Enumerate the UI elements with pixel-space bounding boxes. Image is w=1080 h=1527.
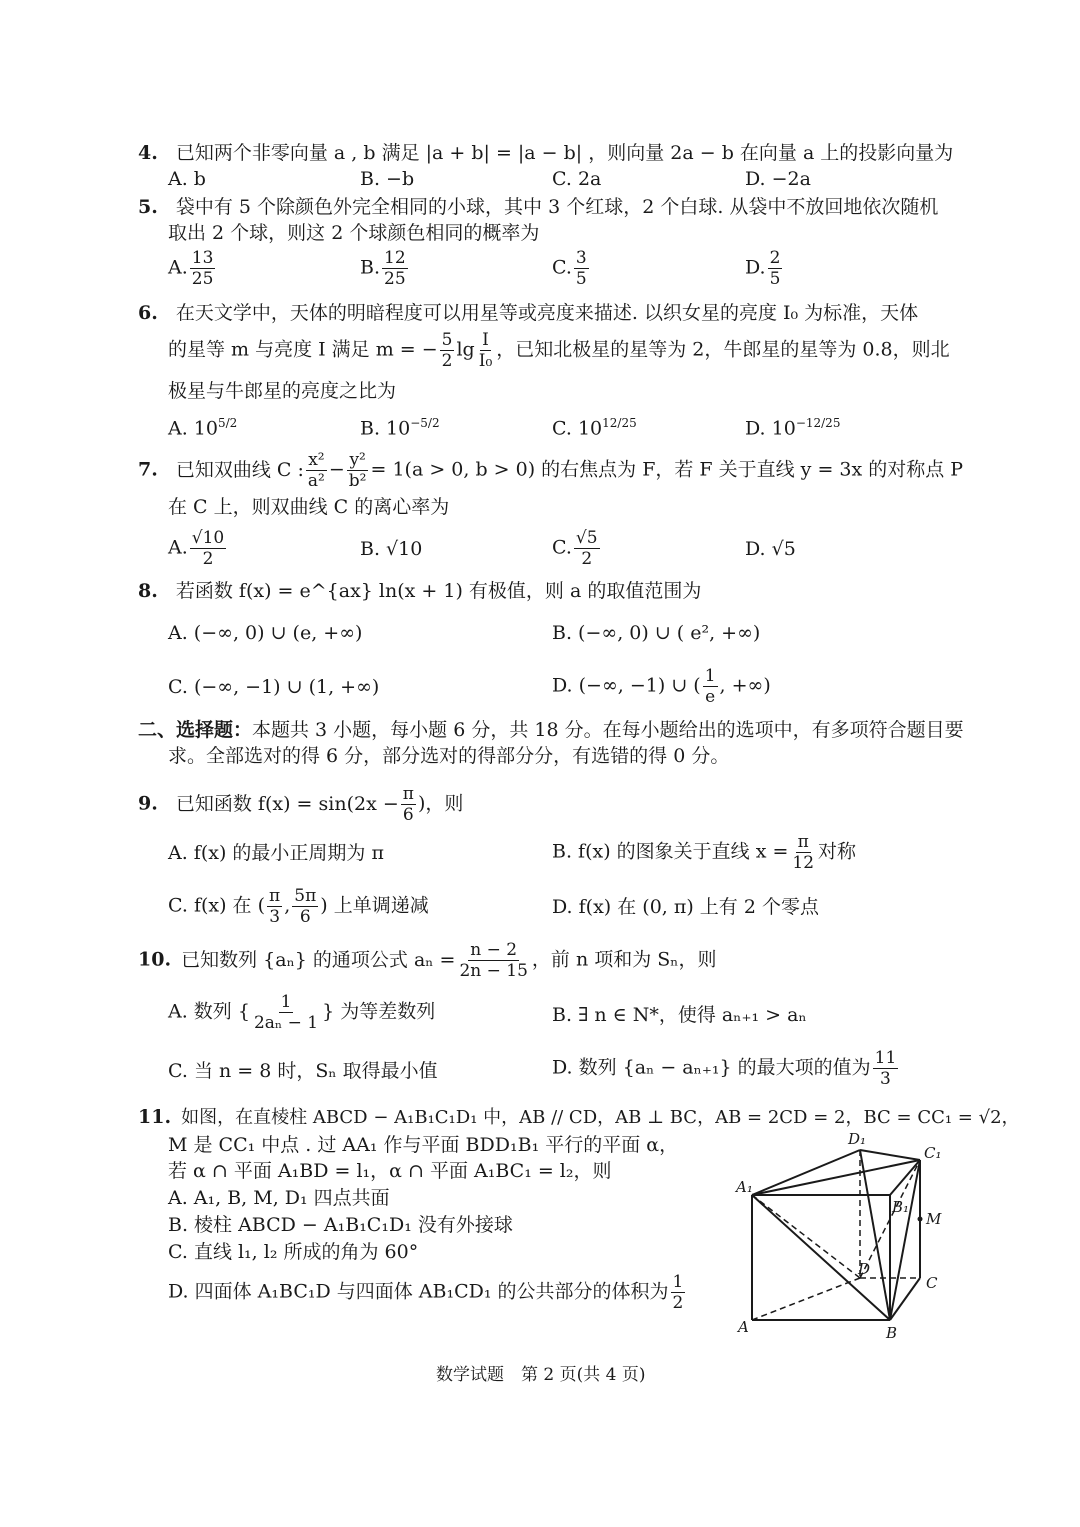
q11-option-d-num: 1 — [672, 1272, 684, 1292]
q6-option-b-label: B. 10 — [360, 417, 411, 440]
q8-option-d-num: 1 — [704, 666, 716, 686]
q4-number: 4. — [138, 142, 158, 164]
q11-option-d-fraction — [671, 1272, 686, 1313]
q4-stem-text: 已知两个非零向量 a , b 满足 |a + b| = |a − b| ，则向量 2a − b 在向量 a 上的投影向量为 — [175, 142, 954, 164]
q6-option-a — [168, 410, 237, 441]
section2-text1: 本题共 3 小题，每小题 6 分，共 18 分。在每小题给出的选项中，有多项符合题目要 — [252, 719, 964, 741]
q5-option-c-fraction — [574, 248, 589, 289]
q9-option-a: A. f(x) 的最小正周期为 π — [168, 842, 384, 864]
section2-title: 二、选择题： — [138, 719, 253, 741]
q10-option-d-a: D. 数列 {aₙ − aₙ₊₁} 的最大项的值为 — [552, 1056, 871, 1079]
q8-option-d — [552, 666, 771, 707]
q7-stem-line1 — [138, 450, 963, 491]
q11-option-c: C. 直线 l₁, l₂ 所成的角为 60° — [168, 1241, 419, 1263]
q9-option-b-num: π — [797, 832, 809, 852]
label-B1: B₁ — [892, 1198, 910, 1216]
q9-option-d: D. f(x) 在 (0, π) 上有 2 个零点 — [552, 896, 819, 918]
q9-option-c-den1: 3 — [269, 907, 281, 927]
q11-number: 11. — [138, 1106, 172, 1128]
q7-option-c-label: C. — [552, 536, 572, 559]
label-A: A — [738, 1318, 749, 1336]
q10-option-a-a: A. 数列 { — [168, 1000, 250, 1023]
q5-option-a — [168, 248, 217, 289]
q9-option-c: C. f(x) 在 ( $\frac{\pi}{3}$ , $\frac{5\pi}{6}$ ) 上单调递减 — [168, 886, 429, 927]
q7-frac-y2-b2 — [347, 450, 369, 491]
q8-stem — [138, 578, 701, 604]
q9-option-c-frac2 — [292, 886, 318, 927]
q6-option-a-exp: 5/2 — [217, 416, 238, 430]
q11-option-d-den: 2 — [672, 1293, 684, 1313]
q5-option-b — [360, 248, 410, 289]
q7-frac1-den: a² — [307, 471, 325, 491]
q7-option-a-label: A. — [168, 536, 188, 559]
label-B: B — [886, 1324, 898, 1342]
label-D1: D₁ — [848, 1130, 867, 1148]
q9-option-c-num1: π — [269, 886, 281, 906]
q5-option-c-num: 3 — [575, 248, 587, 268]
q6-frac2-den: I₀ — [478, 351, 493, 371]
q9-stem — [138, 784, 463, 825]
q10-option-d-num: 11 — [874, 1048, 897, 1068]
q7-stem1-b: = 1(a > 0, b > 0) 的右焦点为 F，若 F 关于直线 y = 3x 的对称点 P — [370, 458, 964, 481]
q11-stem-line3: 若 α ∩ 平面 A₁BD = l₁，α ∩ 平面 A₁BC₁ = l₂，则 — [168, 1160, 612, 1182]
q9-option-c-num2: 5π — [294, 886, 317, 906]
q5-option-d-fraction — [768, 248, 783, 289]
q6-frac1-num: 5 — [441, 330, 453, 350]
q5-option-b-label: B. — [360, 256, 381, 279]
q7-stem-line2: 在 C 上，则双曲线 C 的离心率为 — [168, 496, 450, 518]
q10-stem-a: 已知数列 {aₙ} 的通项公式 aₙ = — [181, 948, 456, 971]
q4-option-c: C. 2a — [552, 168, 602, 190]
q5-option-b-num: 12 — [384, 248, 406, 268]
label-D: D — [858, 1260, 871, 1278]
q9-option-b-den: 12 — [792, 853, 815, 873]
q7-frac2-den: b² — [348, 471, 367, 491]
q9-option-c-frac1 — [267, 886, 282, 927]
q6-stem-text1: 在天文学中，天体的明暗程度可以用星等或亮度来描述. 以织女星的亮度 I₀ 为标准，天体 — [175, 302, 919, 324]
q9-stem-den: 6 — [402, 805, 414, 825]
q8-option-d-fraction — [703, 666, 718, 707]
q11-option-b: B. 棱柱 ABCD − A₁B₁C₁D₁ 没有外接球 — [168, 1214, 513, 1236]
q7-frac2-num: y² — [349, 450, 366, 470]
q9-option-c-b: ) 上单调递减 — [320, 894, 429, 917]
q5-option-a-num: 13 — [191, 248, 214, 268]
q7-option-c-den: 2 — [581, 549, 593, 569]
q11-option-a: A. A₁, B, M, D₁ 四点共面 — [168, 1187, 390, 1209]
q7-option-a-den: 2 — [202, 549, 214, 569]
q9-option-c-a: C. f(x) 在 ( — [168, 894, 266, 917]
q9-option-b-a: B. f(x) 的图象关于直线 x = — [552, 840, 789, 863]
q9-stem-fraction — [401, 784, 416, 825]
prism-figure — [730, 1130, 960, 1345]
q5-stem-line1 — [138, 194, 938, 220]
q7-option-b: B. √10 — [360, 538, 423, 560]
q9-option-b-fraction — [790, 832, 816, 873]
q7-stem1-a: 已知双曲线 C : — [175, 458, 304, 481]
q5-stem-text1: 袋中有 5 个除颜色外完全相同的小球，其中 3 个红球，2 个白球. 从袋中不放回地依次随机 — [175, 196, 939, 218]
q5-option-c-label: C. — [552, 256, 572, 279]
q8-option-a: A. (−∞, 0) ∪ (e, +∞) — [168, 622, 363, 644]
edge-D1C1 — [860, 1150, 920, 1160]
q10-option-a-fraction — [252, 992, 320, 1033]
q6-frac1-den: 2 — [441, 351, 453, 371]
q6-option-d-exp: −12/25 — [795, 416, 841, 430]
q6-stem-line1 — [138, 300, 918, 326]
q6-option-c-label: C. 10 — [552, 417, 603, 440]
q6-fraction-i-over-i0 — [477, 330, 495, 371]
q8-number: 8. — [138, 580, 158, 602]
diag-D1B — [860, 1150, 890, 1320]
q11-stem-line1 — [138, 1104, 1020, 1131]
q6-option-c — [552, 410, 637, 441]
page-footer: 数学试题 第 2 页(共 4 页) — [436, 1365, 646, 1385]
q5-option-c-den: 5 — [575, 269, 587, 289]
q6-option-c-exp: 12/25 — [602, 416, 637, 430]
q10-option-a — [168, 992, 435, 1033]
q8-option-d-a: D. (−∞, −1) ∪ ( — [552, 674, 701, 697]
q10-stem-b: ，前 n 项和为 Sₙ，则 — [531, 948, 717, 971]
q6-stem2-b: ，已知北极星的星等为 2，牛郎星的星等为 0.8，则北 — [496, 338, 950, 361]
q6-option-b — [360, 410, 440, 441]
q11-stem-text1: 如图，在直棱柱 ABCD − A₁B₁C₁D₁ 中，AB // CD，AB ⊥ BC，AB = 2CD = 2，BC = CC₁ = √2， — [181, 1107, 1020, 1128]
q6-stem2-a: 的星等 m 与亮度 I 满足 m = − — [168, 338, 438, 361]
q7-option-c-fraction — [574, 528, 600, 569]
q7-option-a-num: √10 — [191, 528, 225, 548]
q10-option-a-b: } 为等差数列 — [322, 1000, 436, 1023]
hidden-diag-A1D — [752, 1195, 860, 1278]
section2-line2: 求。全部选对的得 6 分，部分选对的得部分分，有选错的得 0 分。 — [168, 745, 730, 767]
q6-lg: lg — [456, 338, 475, 361]
q5-stem-line2: 取出 2 个球，则这 2 个球颜色相同的概率为 — [168, 222, 540, 244]
q10-stem — [138, 940, 717, 981]
q4-option-d: D. −2a — [745, 168, 811, 190]
label-M: M — [926, 1210, 942, 1228]
q7-option-a-fraction — [190, 528, 226, 569]
q7-option-a — [168, 528, 228, 569]
q5-option-a-den: 25 — [191, 269, 214, 289]
q4-option-a: A. b — [168, 168, 206, 190]
q5-option-d-label: D. — [745, 256, 766, 279]
q9-option-c-den2: 6 — [299, 907, 311, 927]
label-C1: C₁ — [924, 1144, 942, 1162]
label-A1: A₁ — [736, 1178, 753, 1196]
q6-stem-line2 — [168, 330, 950, 371]
diag-A1B — [752, 1195, 890, 1320]
q8-stem-text: 若函数 f(x) = e^{ax} ln(x + 1) 有极值，则 a 的取值范围为 — [175, 580, 702, 602]
q10-stem-den: 2n − 15 — [459, 961, 528, 981]
q11-stem-line2: M 是 CC₁ 中点 . 过 AA₁ 作与平面 BDD₁B₁ 平行的平面 α， — [168, 1134, 679, 1156]
q8-option-d-b: , +∞) — [719, 674, 771, 697]
q5-option-c — [552, 248, 591, 289]
q7-option-d: D. √5 — [745, 538, 796, 560]
q10-number: 10. — [138, 948, 172, 971]
q9-stem-num: π — [402, 784, 414, 804]
q10-stem-fraction — [457, 940, 529, 981]
label-C: C — [926, 1274, 938, 1292]
q5-option-d-num: 2 — [769, 248, 781, 268]
q4-option-b: B. −b — [360, 168, 415, 190]
q6-option-d — [745, 410, 840, 441]
q9-option-b — [552, 832, 856, 873]
q10-option-d — [552, 1048, 900, 1089]
q10-stem-num: n − 2 — [470, 940, 518, 960]
q5-option-d-den: 5 — [769, 269, 781, 289]
q10-option-a-num: 1 — [280, 992, 292, 1012]
q6-fraction-five-halves — [440, 330, 455, 371]
q6-number: 6. — [138, 302, 158, 324]
q7-option-c-num: √5 — [575, 528, 598, 548]
q9-option-b-b: 对称 — [818, 840, 857, 863]
q10-option-c: C. 当 n = 8 时，Sₙ 取得最小值 — [168, 1060, 438, 1082]
q6-stem-line3: 极星与牛郎星的亮度之比为 — [168, 380, 397, 402]
section2-line1 — [138, 717, 964, 743]
q10-option-d-fraction — [873, 1048, 899, 1089]
point-M — [918, 1217, 923, 1222]
q8-option-d-den: e — [705, 687, 716, 707]
q10-option-b: B. ∃ n ∈ N*，使得 aₙ₊₁ > aₙ — [552, 1004, 807, 1026]
q11-option-d-a: D. 四面体 A₁BC₁D 与四面体 AB₁CD₁ 的公共部分的体积为 — [168, 1280, 669, 1303]
q7-frac-x2-a2 — [306, 450, 327, 491]
q5-option-a-fraction — [190, 248, 216, 289]
q6-option-a-label: A. 10 — [168, 417, 218, 440]
q9-stem-b: )，则 — [417, 792, 464, 815]
q5-option-b-fraction — [382, 248, 408, 289]
q5-option-a-label: A. — [168, 256, 188, 279]
q9-number: 9. — [138, 792, 158, 815]
q7-frac1-num: x² — [308, 450, 325, 470]
q9-stem-a: 已知函数 f(x) = sin(2x − — [175, 792, 399, 815]
q5-number: 5. — [138, 196, 158, 218]
q4-stem — [138, 140, 953, 166]
q5-option-b-den: 25 — [384, 269, 406, 289]
q7-minus: − — [328, 458, 345, 481]
q8-option-c: C. (−∞, −1) ∪ (1, +∞) — [168, 676, 380, 698]
hidden-edge-AD — [752, 1278, 860, 1320]
q10-option-d-den: 3 — [880, 1069, 891, 1089]
q7-option-c — [552, 528, 602, 569]
q6-option-d-label: D. 10 — [745, 417, 796, 440]
q8-option-b: B. (−∞, 0) ∪ ( e², +∞) — [552, 622, 761, 644]
q6-option-b-exp: −5/2 — [410, 416, 440, 430]
q7-number: 7. — [138, 458, 158, 481]
q10-option-a-den: 2aₙ − 1 — [253, 1013, 319, 1033]
diag-C1B — [890, 1160, 920, 1320]
q6-frac2-num: I — [482, 330, 489, 350]
q5-option-d — [745, 248, 784, 289]
edge-A1D1 — [752, 1150, 860, 1195]
q11-option-d — [168, 1272, 687, 1313]
